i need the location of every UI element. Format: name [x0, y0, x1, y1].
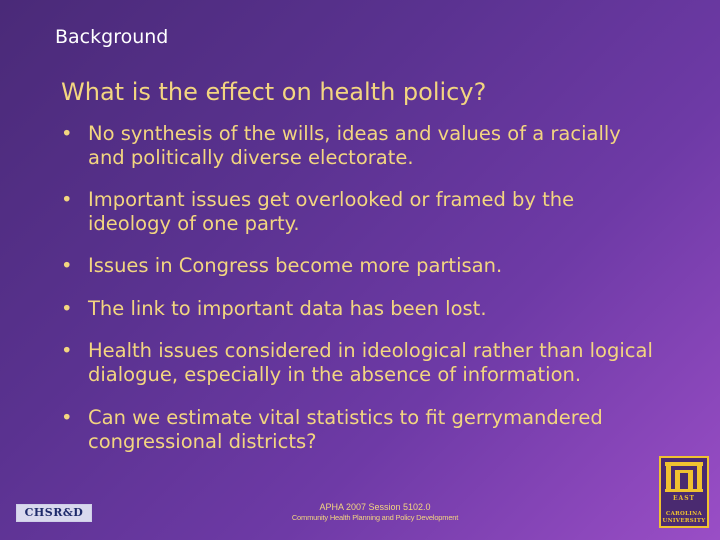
ecu-logo-university: UNIVERSITY: [662, 518, 706, 524]
bullet-item: [58, 406, 658, 454]
ecu-monogram-icon: [664, 461, 704, 493]
bullet-dot-icon: •: [61, 188, 73, 211]
bullet-text: The link to important data has been lost.: [88, 297, 487, 320]
bullet-dot-icon: •: [61, 254, 73, 277]
bullet-dot-icon: •: [61, 297, 73, 320]
bullet-text: Health issues considered in ideological rather than logical dialogue, especially in the absence of information.: [88, 339, 653, 386]
footer: [270, 502, 480, 523]
bullet-dot-icon: •: [61, 339, 73, 362]
bullet-text: No synthesis of the wills, ideas and values of a racially and politically diverse electorate.: [88, 122, 621, 169]
bullet-text: Can we estimate vital statistics to fit gerrymandered congressional districts?: [88, 406, 603, 453]
bullet-list: [58, 122, 658, 454]
footer-subtitle: Community Health Planning and Policy Development: [291, 513, 459, 522]
ecu-logo-carolina: CAROLINA: [665, 511, 703, 517]
ecu-logo: [659, 456, 709, 528]
bullet-text: Issues in Congress become more partisan.: [88, 254, 503, 277]
chsrd-logo: CHSR&D: [16, 504, 92, 522]
bullet-item: [58, 254, 658, 278]
bullet-text: Important issues get overlooked or framed by the ideology of one party.: [88, 188, 575, 235]
footer-session: APHA 2007 Session 5102.0: [319, 502, 431, 512]
bullet-dot-icon: •: [61, 122, 73, 145]
section-label: Background: [55, 26, 169, 48]
bullet-dot-icon: •: [61, 406, 73, 429]
bullet-item: [58, 297, 658, 321]
bullet-item: [58, 188, 658, 236]
ecu-logo-east: EAST: [672, 495, 696, 502]
bullet-item: [58, 339, 658, 387]
bullet-item: [58, 122, 658, 170]
slide-title: What is the effect on health policy?: [61, 78, 487, 106]
